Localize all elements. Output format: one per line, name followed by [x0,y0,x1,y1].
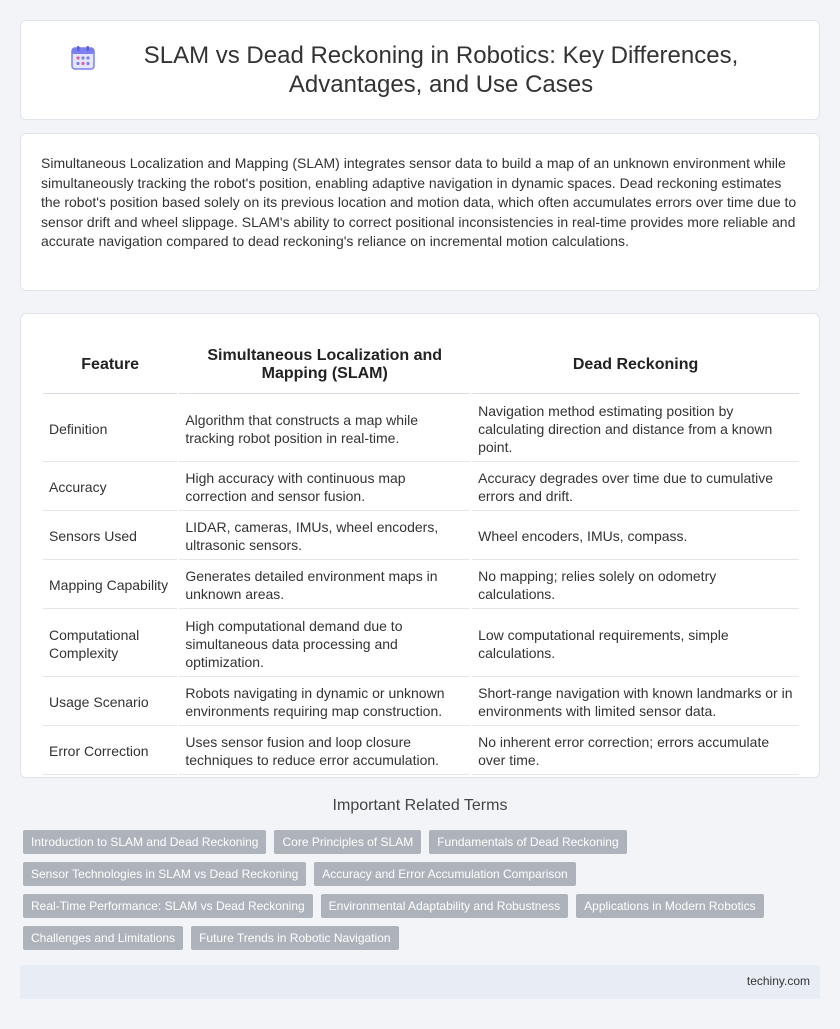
row-feature: Mapping Capability [43,562,177,609]
intro-card [20,133,820,291]
header-dead-reckoning: Dead Reckoning [472,336,799,394]
row-slam: Generates detailed environment maps in unknown areas. [179,562,470,609]
header-feature: Feature [43,336,177,394]
calendar-icon [70,45,96,71]
table-row [43,562,799,609]
comparison-table-card [20,313,820,778]
related-tag[interactable]: Applications in Modern Robotics [576,894,763,918]
row-slam: LIDAR, cameras, IMUs, wheel encoders, ultrasonic sensors. [179,513,470,560]
tag-row [23,926,813,950]
footer-site-link[interactable]: techiny.com [746,974,810,988]
header-slam: Simultaneous Localization and Mapping (SLAM) [179,336,470,394]
related-tag[interactable]: Accuracy and Error Accumulation Comparison [314,862,575,886]
related-tag[interactable]: Challenges and Limitations [23,926,183,950]
row-dead-reckoning: Low computational requirements, simple calculations. [472,611,799,677]
row-slam: High computational demand due to simultaneous data processing and optimization. [179,611,470,677]
table-row [43,679,799,726]
row-dead-reckoning: Navigation method estimating position by calculating direction and distance from a known point. [472,396,799,462]
page-title: SLAM vs Dead Reckoning in Robotics: Key Differences, Advantages, and Use Cases [143,42,739,98]
related-tag[interactable]: Fundamentals of Dead Reckoning [429,830,626,854]
title-card [20,20,820,120]
tag-row [23,894,813,918]
related-tag[interactable]: Core Principles of SLAM [274,830,421,854]
row-slam: Uses sensor fusion and loop closure techniques to reduce error accumulation. [179,728,470,775]
row-feature: Accuracy [43,464,177,511]
row-feature: Definition [43,396,177,462]
table-header-row [43,336,799,394]
row-dead-reckoning: Accuracy degrades over time due to cumulative errors and drift. [472,464,799,511]
row-slam: High accuracy with continuous map correction and sensor fusion. [179,464,470,511]
related-tag[interactable]: Introduction to SLAM and Dead Reckoning [23,830,266,854]
related-tag[interactable]: Future Trends in Robotic Navigation [191,926,398,950]
row-dead-reckoning: No inherent error correction; errors accumulate over time. [472,728,799,775]
related-terms-tags [23,830,813,958]
footer [20,965,820,999]
row-dead-reckoning: Short-range navigation with known landmarks or in environments with limited sensor data. [472,679,799,726]
related-tag[interactable]: Sensor Technologies in SLAM vs Dead Reckoning [23,862,306,886]
row-dead-reckoning: Wheel encoders, IMUs, compass. [472,513,799,560]
table-row [43,513,799,560]
related-tag[interactable]: Real-Time Performance: SLAM vs Dead Reckoning [23,894,313,918]
intro-paragraph: Simultaneous Localization and Mapping (SLAM) integrates sensor data to build a map of an unknown environment while simultaneously tracking the robot's position, enabling adaptive navigation in dynamic spaces. Dead reckoning estimates the robot's position based solely on its previous location and motion data, which often accumulates errors over time due to sensor drift and wheel slippage. SLAM's ability to correct positional inconsistencies in real-time provides more reliable and accurate navigation compared to dead reckoning's reliance on incremental motion calculations. [41,155,797,249]
related-tag[interactable]: Environmental Adaptability and Robustness [321,894,568,918]
tag-row [23,862,813,886]
table-row [43,396,799,462]
title-wrap [70,41,770,99]
table-row [43,464,799,511]
row-feature: Computational Complexity [43,611,177,677]
row-dead-reckoning: No mapping; relies solely on odometry calculations. [472,562,799,609]
table-row [43,728,799,775]
row-feature: Sensors Used [43,513,177,560]
table-row [43,611,799,677]
tag-row [23,830,813,854]
comparison-table [41,334,801,777]
row-feature: Usage Scenario [43,679,177,726]
row-slam: Algorithm that constructs a map while tracking robot position in real-time. [179,396,470,462]
related-terms-title: Important Related Terms [332,797,508,814]
row-feature: Error Correction [43,728,177,775]
row-slam: Robots navigating in dynamic or unknown environments requiring map construction. [179,679,470,726]
